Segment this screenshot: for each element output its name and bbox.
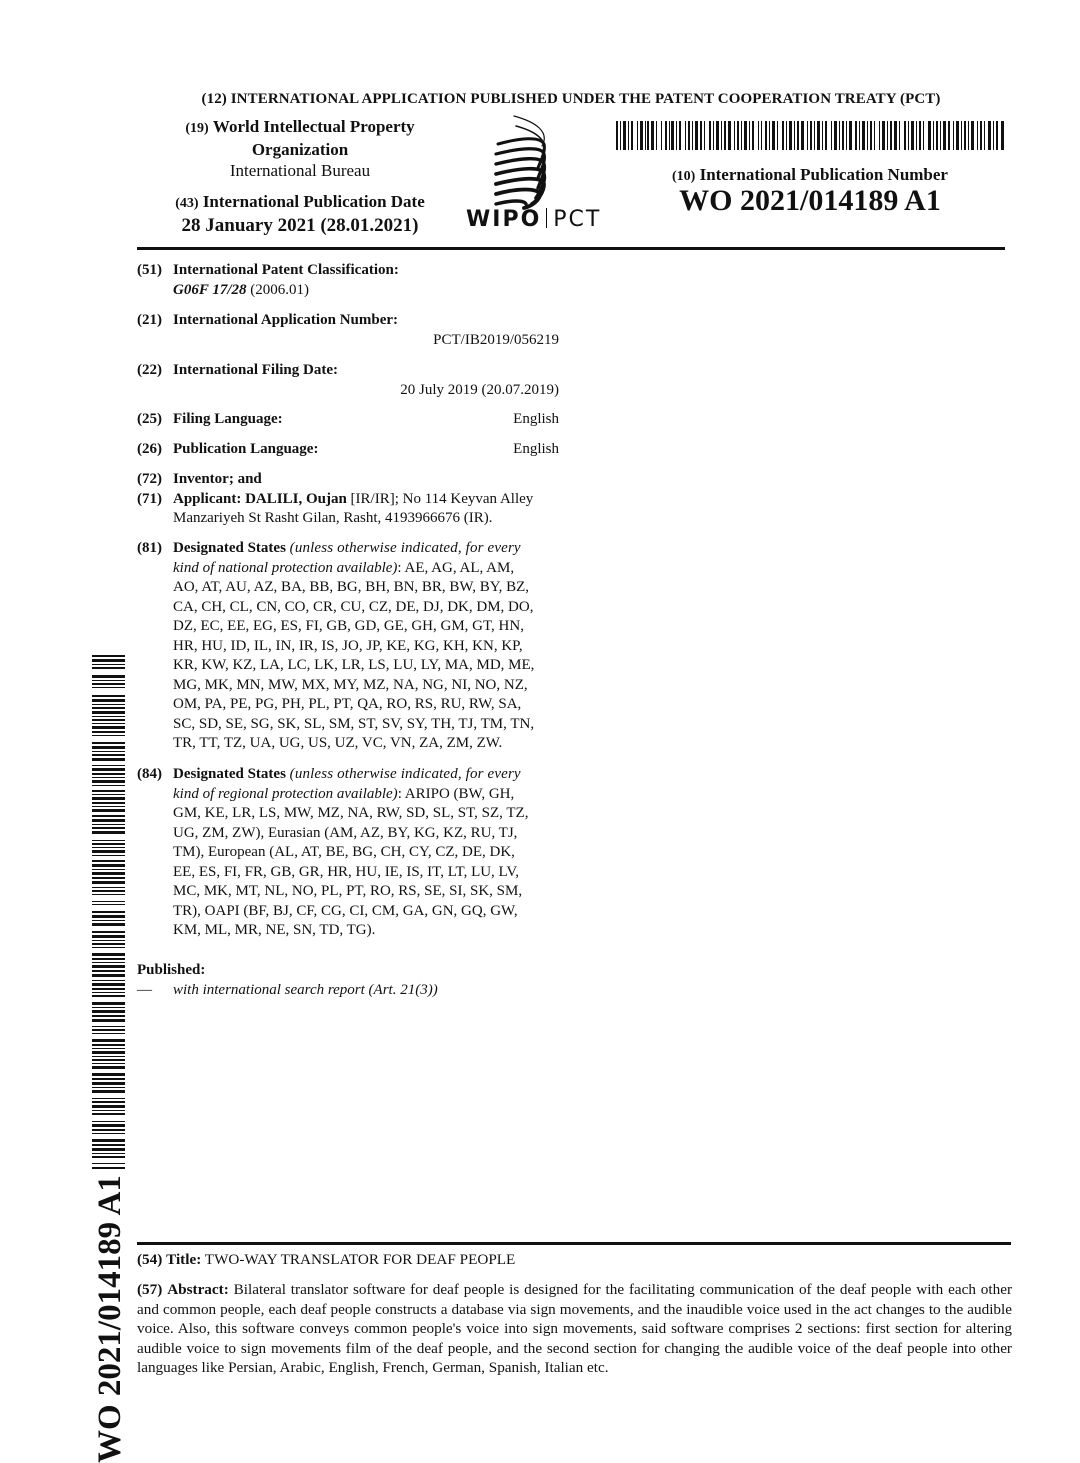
field-label: Filing Language: (173, 411, 283, 427)
field-code: (84) (137, 766, 162, 782)
applicant-address-line2: Manzariyeh St Rasht Gilan, Rasht, 4193966676 (IR). (173, 510, 493, 526)
field-51-classification (137, 261, 559, 300)
field-26-publication-language (137, 440, 559, 460)
classification-code: G06F 17/28 (173, 281, 247, 298)
states-line: SC, SD, SE, SG, SK, SL, SM, ST, SV, SY, TH, TJ, TM, TN, (173, 715, 535, 732)
title-section (137, 1250, 1012, 1270)
issuing-organization (140, 116, 460, 181)
org-name-line1: World Intellectual Property (212, 117, 415, 136)
states-line: KM, ML, MR, NE, SN, TD, TG). (173, 922, 376, 938)
states-line: : ARIPO (BW, GH, (397, 785, 515, 802)
states-line: KR, KW, KZ, LA, LC, LK, LR, LS, LU, LY, MA, MD, ME, (173, 657, 535, 673)
field-code: (22) (137, 362, 162, 378)
applicant-name: DALILI, Oujan (245, 490, 347, 507)
field-25-filing-language (137, 410, 559, 430)
filing-language-value: English (513, 411, 559, 427)
wipo-pct-wordmark (466, 207, 601, 232)
states-line: TR, TT, TZ, UA, UG, US, UZ, VC, VN, ZA, ZM, ZW. (173, 735, 503, 751)
pub-date-label: International Publication Date (202, 192, 425, 211)
states-line: MC, MK, MT, NL, NO, PL, PT, RO, RS, SE, SI, SK, SM, (173, 883, 523, 899)
field-label: Publication Language: (173, 441, 319, 457)
field-84-designated-states-regional (137, 765, 559, 941)
org-bureau: International Bureau (229, 161, 371, 180)
applicant-address-line1: [IR/IR]; No 114 Keyvan Alley (350, 490, 534, 507)
pub-number-code: (10) (672, 169, 696, 184)
states-line: : AE, AG, AL, AM, (397, 559, 515, 576)
field-21-application-number (137, 311, 559, 350)
pub-date-value: 28 January 2021 (28.01.2021) (181, 215, 419, 236)
invention-title: TWO-WAY TRANSLATOR FOR DEAF PEOPLE (204, 1251, 516, 1268)
wordmark-separator (546, 208, 547, 228)
wipo-label: WIPO (466, 207, 542, 232)
states-line: MG, MK, MN, MW, MX, MY, MZ, NA, NG, NI, NO, NZ, (173, 676, 528, 693)
published-label: Published: (137, 962, 206, 978)
abstract-code: (57) (137, 1281, 163, 1298)
field-label: International Filing Date: (173, 362, 338, 378)
states-line: OM, PA, PE, PG, PH, PL, PT, QA, RO, RS, RU, RW, SA, (173, 696, 522, 712)
publication-language-value: English (513, 441, 559, 457)
org-name-line2: Organization (251, 140, 349, 159)
field-label: Designated States (173, 540, 286, 556)
top-divider (137, 247, 1005, 250)
side-publication-number: WO 2021/014189 A1 (92, 1175, 128, 1463)
field-81-designated-states-national (137, 539, 559, 754)
states-line: HR, HU, ID, IL, IN, IR, IS, JO, JP, KE, KG, KH, KN, KP, (173, 637, 523, 654)
published-item: with international search report (Art. 21(3)) (173, 981, 438, 998)
application-number-value: PCT/IB2019/056219 (433, 331, 559, 348)
document-heading: (12) INTERNATIONAL APPLICATION PUBLISHED UNDER THE PATENT COOPERATION TREATY (PCT) (201, 91, 941, 107)
pub-date-code: (43) (175, 196, 199, 211)
field-code: (25) (137, 411, 162, 427)
pub-number-label-text: International Publication Number (699, 165, 948, 184)
list-dash: — (137, 981, 152, 998)
states-line: AO, AT, AU, AZ, BA, BB, BG, BH, BN, BR, BW, BY, BZ, (173, 579, 530, 595)
publication-number: WO 2021/014189 A1 (679, 184, 941, 217)
publication-number-label (640, 165, 980, 185)
states-line: GM, KE, LR, LS, MW, MZ, NA, RW, SD, SL, ST, SZ, TZ, (173, 805, 529, 821)
field-note: kind of national protection available) (173, 559, 398, 576)
field-code: (72) (137, 471, 162, 487)
field-note: (unless otherwise indicated, for every (289, 766, 521, 782)
field-code: (51) (137, 262, 162, 278)
states-line: TR), OAPI (BF, BJ, CF, CG, CI, CM, GA, GN, GQ, GW, (173, 902, 518, 919)
bottom-divider (137, 1242, 1011, 1245)
side-barcode-icon (92, 655, 125, 1170)
abstract-section (137, 1280, 1012, 1378)
pct-label: PCT (553, 207, 602, 232)
states-line: TM), European (AL, AT, BE, BG, CH, CY, CZ, DE, DK, (173, 844, 515, 860)
field-label: Designated States (173, 766, 286, 782)
org-code: (19) (185, 121, 209, 136)
publication-date-block (140, 191, 460, 237)
abstract-label: Abstract: (167, 1281, 229, 1298)
field-code: (71) (137, 490, 162, 507)
states-line: DZ, EC, EE, EG, ES, FI, GB, GD, GE, GH, GM, GT, HN, (173, 618, 524, 634)
title-code: (54) (137, 1251, 163, 1268)
classification-version: (2006.01) (250, 281, 309, 298)
field-label: International Patent Classification: (173, 262, 399, 278)
states-line: CA, CH, CL, CN, CO, CR, CU, CZ, DE, DJ, DK, DM, DO, (173, 598, 534, 615)
field-label: International Application Number: (173, 312, 399, 328)
abstract-text: Bilateral translator software for deaf people is designed for the facilitating communication of the deaf people with each other and common people, each deaf people constructs a database via sign movements, and the inaudible voice used in the act changes to the audible voice. Also, this software conveys common people's voice into sign movements, said software comprises 2 sections: first section for altering audible voice to sign movements film of the deaf people, and the second section for changing the audible voice of the deaf people into other languages like Persian, Arabic, English, French, German, Spanish, Italian etc. (137, 1281, 1013, 1377)
field-72-71-inventor-applicant (137, 470, 559, 529)
published-section (137, 961, 559, 1000)
field-code: (81) (137, 540, 162, 556)
states-line: EE, ES, FI, FR, GB, GR, HR, HU, IE, IS, IT, LT, LU, LV, (173, 863, 519, 880)
field-note: kind of regional protection available) (173, 785, 398, 802)
field-label: Inventor; and (173, 471, 262, 487)
field-code: (21) (137, 312, 162, 328)
states-line: UG, ZM, ZW), Eurasian (AM, AZ, BY, KG, KZ, RU, TJ, (173, 824, 518, 841)
filing-date-value: 20 July 2019 (20.07.2019) (400, 381, 559, 398)
field-note: (unless otherwise indicated, for every (289, 540, 521, 556)
field-label: Applicant: (173, 490, 242, 507)
barcode-icon (616, 121, 1004, 150)
field-code: (26) (137, 441, 162, 457)
field-22-filing-date (137, 361, 559, 400)
title-label: Title: (166, 1251, 202, 1268)
